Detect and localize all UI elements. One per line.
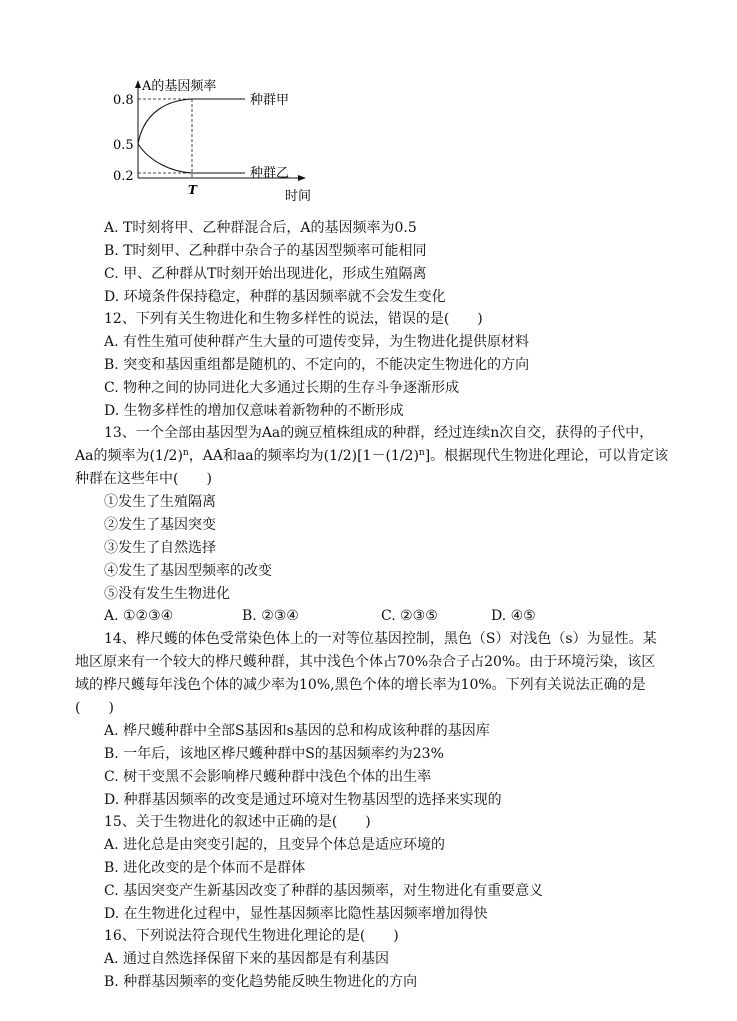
series-a-label: 种群甲 (250, 93, 290, 108)
q15-option-d: D. 在生物进化过程中，显性基因频率比隐性基因频率增加得快 (104, 906, 488, 922)
q14-option-c: C. 树干变黑不会影响桦尺蠖种群中浅色个体的出生率 (104, 769, 432, 785)
q13-choice-b: B. ②③④ (242, 608, 299, 624)
q14-stem-line3: 域的桦尺蠖每年浅色个体的减少率为10%,黑色个体的增长率为10%。下列有关说法正确的是 (75, 677, 646, 693)
q13-choice-c: C. ②③⑤ (381, 608, 438, 624)
q13-stem-line2 (75, 447, 668, 465)
q13-stem-line3: 种群在这些年中( ) (75, 471, 212, 487)
q13-choice-a: A. ①②③④ (104, 608, 174, 624)
q14-stem-line1: 14、桦尺蠖的体色受常染色体上的一对等位基因控制，黑色（S）对浅色（s）为显性。某 (104, 631, 657, 647)
q15-stem: 15、关于生物进化的叙述中正确的是( ) (104, 814, 371, 830)
q14-option-d: D. 种群基因频率的改变是通过环境对生物基因型的选择来实现的 (104, 792, 502, 808)
q13-stem-line2-a: Aa的频率为(1/2) (75, 448, 183, 464)
curve-population-a (138, 99, 245, 144)
q13-item-3: ③发生了自然选择 (104, 540, 216, 556)
q13-choice-d: D. ④⑤ (491, 608, 536, 624)
q13-stem-line1: 13、一个全部由基因型为Aa的豌豆植株组成的种群，经过连续n次自交，获得的子代中， (104, 425, 654, 441)
q14-stem-line4: ( ) (75, 700, 114, 716)
y-axis-arrow (135, 80, 141, 88)
q12-stem: 12、下列有关生物进化和生物多样性的说法，错误的是( ) (104, 311, 483, 327)
q16-option-b: B. 种群基因频率的变化趋势能反映生物进化的方向 (104, 974, 418, 990)
series-b-label: 种群乙 (250, 166, 290, 181)
q14-option-b: B. 一年后，该地区桦尺蠖种群中S的基因频率约为23% (104, 746, 444, 762)
q15-option-a: A. 进化总是由突变引起的，且变异个体总是适应环境的 (104, 837, 446, 853)
x-axis-arrow (298, 175, 306, 181)
q13-sup-n2: n (418, 448, 425, 458)
q13-choices (104, 607, 536, 625)
q14-option-a: A. 桦尺蠖种群中全部S基因和s基因的总和构成该种群的基因库 (104, 723, 490, 739)
q16-option-a: A. 通过自然选择保留下来的基因都是有利基因 (104, 951, 390, 967)
q11-option-d: D. 环境条件保持稳定，种群的基因频率就不会发生变化 (104, 289, 446, 305)
q11-option-a: A. T时刻将甲、乙种群混合后，A的基因频率为0.5 (104, 220, 417, 236)
q15-option-b: B. 进化改变的是个体而不是群体 (104, 860, 306, 876)
y-tick-02: 0.2 (113, 169, 134, 184)
x-axis-label: 时间 (285, 189, 312, 204)
q11-option-b: B. T时刻甲、乙种群中杂合子的基因型频率可能相同 (104, 243, 427, 259)
y-axis-label: A的基因频率 (142, 79, 217, 94)
allele-frequency-graph (100, 70, 330, 220)
q14-stem-line2: 地区原来有一个较大的桦尺蠖种群，其中浅色个体占70%杂合子占20%。由于环境污染，该区 (75, 654, 656, 670)
q13-item-5: ⑤没有发生生物进化 (104, 586, 230, 602)
q15-option-c: C. 基因突变产生新基因改变了种群的基因频率，对生物进化有重要意义 (104, 883, 544, 899)
q13-item-4: ④发生了基因型频率的改变 (104, 563, 272, 579)
q11-option-c: C. 甲、乙种群从T时刻开始出现进化，形成生殖隔离 (104, 266, 427, 282)
q13-item-2: ②发生了基因突变 (104, 517, 216, 533)
q12-option-c: C. 物种之间的协同进化大多通过长期的生存斗争逐渐形成 (104, 380, 460, 396)
q13-item-1: ①发生了生殖隔离 (104, 494, 216, 510)
y-tick-05: 0.5 (113, 138, 134, 153)
curve-population-b (138, 144, 245, 173)
q13-stem-line2-b: ，AA和aa的频率均为(1/2)[1－(1/2) (188, 448, 419, 464)
x-tick-T: T (188, 183, 197, 197)
q16-stem: 16、下列说法符合现代生物进化理论的是( ) (104, 928, 399, 944)
q12-option-b: B. 突变和基因重组都是随机的、不定向的，不能决定生物进化的方向 (104, 357, 530, 373)
q12-option-d: D. 生物多样性的增加仅意味着新物种的不断形成 (104, 403, 404, 419)
q13-stem-line2-c: ]。根据现代生物进化理论，可以肯定该 (424, 448, 669, 464)
q12-option-a: A. 有性生殖可使种群产生大量的可遗传变异，为生物进化提供原材料 (104, 334, 530, 350)
q13-sup-n1: n (182, 448, 189, 458)
y-tick-08: 0.8 (113, 93, 134, 108)
